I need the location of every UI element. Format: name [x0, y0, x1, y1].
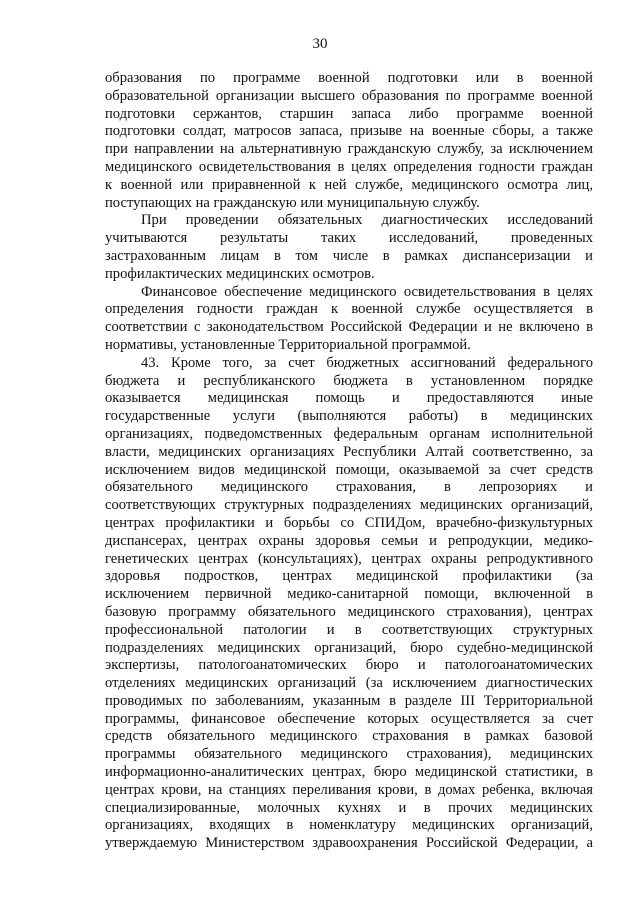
text-line: базовую программу обязательного медицинского страхования), центрах: [105, 603, 593, 620]
text-line: к военной или приравненной к ней службе, медицинского осмотра лиц,: [105, 176, 593, 193]
text-line: информационно-аналитических центрах, бюро медицинской статистики, в: [105, 764, 593, 781]
text-line: поступающих на гражданскую или муниципальную службу.: [105, 194, 480, 211]
text-line: исключением первичной медико-санитарной помощи, включенной в: [105, 586, 593, 603]
text-line: программы, финансовое обеспечение которых осуществляется за счет: [105, 710, 593, 727]
text-line: утверждаемую Министерством здравоохранения Российской Федерации, а: [105, 835, 593, 852]
text-line: здоровья подростков, центрах медицинской профилактики (за: [105, 568, 593, 585]
text-line: исключением видов медицинской помощи, оказываемой за счет средств: [105, 461, 593, 478]
text-line: специализированные, молочных кухнях и в прочих медицинских: [105, 799, 593, 816]
text-line: государственные услуги (выполняются работы) в медицинских: [105, 408, 593, 425]
text-line: профессиональной патологии и в соответствующих структурных: [105, 621, 593, 638]
text-line: При проведении обязательных диагностических исследований: [141, 212, 593, 229]
text-line: образования по программе военной подготовки или в военной: [105, 70, 593, 86]
text-line: центрах профилактики и борьбы со СПИДом, врачебно-физкультурных: [105, 514, 593, 531]
text-line: отделениях медицинских организаций (за исключением диагностических: [105, 675, 593, 692]
text-line: соответствии с законодательством Российской Федерации и не включено в: [105, 319, 593, 336]
page-number: 30: [312, 36, 328, 52]
paragraph: [105, 355, 593, 853]
text-line: определения годности граждан к военной службе осуществляется в: [105, 301, 593, 318]
text-line: проводимых по заболеваниям, указанным в разделе III Территориальной: [105, 692, 593, 709]
text-line: 43. Кроме того, за счет бюджетных ассигнований федерального: [141, 354, 593, 371]
text-line: соответствующих структурных подразделениях медицинских организаций,: [105, 497, 593, 514]
text-line: обязательного медицинского страхования, в лепрозориях и: [105, 479, 593, 496]
text-line: оказывается медицинская помощь и предоставляются иные: [105, 390, 593, 407]
paragraph: [105, 284, 593, 355]
document-body: [105, 70, 593, 853]
paragraph: [105, 70, 593, 212]
text-line: власти, медицинских организациях Республики Алтай соответственно, за: [105, 443, 593, 460]
text-line: застрахованным лицам в том числе в рамках диспансеризации и: [105, 247, 593, 264]
text-line: организациях, входящих в номенклатуру медицинских организаций,: [105, 817, 593, 834]
text-line: учитываются результаты таких исследований, проведенных: [105, 230, 593, 247]
text-line: профилактических медицинских осмотров.: [105, 265, 375, 282]
text-line: генетических центрах (консультациях), центрах охраны репродуктивного: [105, 550, 593, 567]
text-line: нормативы, установленные Территориальной программой.: [105, 336, 471, 353]
text-line: при направлении на альтернативную гражданскую службу, за исключением: [105, 141, 593, 158]
text-line: подразделениях медицинских организаций, бюро судебно-медицинской: [105, 639, 593, 656]
text-line: подготовки солдат, матросов запаса, призыве на военные сборы, а также: [105, 123, 593, 140]
text-line: медицинского освидетельствования в целях определения годности граждан: [105, 158, 593, 175]
text-line: образовательной организации высшего образования по программе военной: [105, 87, 593, 104]
paragraph: [105, 212, 593, 283]
text-line: организациях, подведомственных федеральным органам исполнительной: [105, 425, 593, 442]
text-line: средств обязательного медицинского страхования в рамках базовой: [105, 728, 593, 745]
text-line: программы обязательного медицинского страхования), медицинских: [105, 746, 593, 763]
text-line: подготовки сержантов, старшин запаса либо программе военной: [105, 105, 593, 122]
text-line: Финансовое обеспечение медицинского освидетельствования в целях: [141, 283, 593, 300]
text-line: диспансерах, центрах охраны здоровья семьи и репродукции, медико-: [105, 532, 593, 549]
text-line: экспертизы, патологоанатомических бюро и патологоанатомических: [105, 657, 593, 674]
text-line: бюджета и республиканского бюджета в установленном порядке: [105, 372, 593, 389]
text-line: центрах крови, на станциях переливания крови, в домах ребенка, включая: [105, 781, 593, 798]
